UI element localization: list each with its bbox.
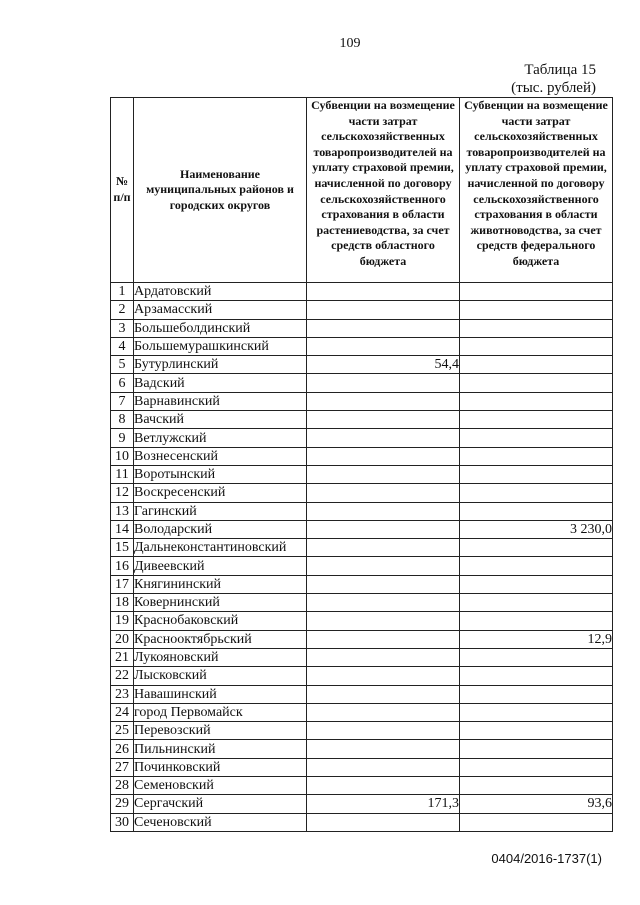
table-row [111,758,613,776]
table-row [111,667,613,685]
district-name: Вадский [134,374,307,392]
table-row [111,429,613,447]
table-title: Таблица 15 [524,62,596,78]
table-row [111,722,613,740]
table-row [111,319,613,337]
value-regional [307,411,460,429]
value-federal [460,594,613,612]
district-name: Большеболдинский [134,319,307,337]
row-number: 21 [111,648,134,666]
district-name: Гагинский [134,502,307,520]
value-regional [307,539,460,557]
value-regional: 171,3 [307,795,460,813]
row-number: 27 [111,758,134,776]
row-number: 6 [111,374,134,392]
table-row [111,648,613,666]
table-row [111,703,613,721]
document-code: 0404/2016-1737(1) [491,851,602,866]
value-federal [460,301,613,319]
district-name: Воскресенский [134,484,307,502]
table-row [111,465,613,483]
value-regional [307,319,460,337]
value-regional [307,703,460,721]
district-name: город Первомайск [134,703,307,721]
table-row [111,502,613,520]
row-number: 10 [111,447,134,465]
value-federal: 12,9 [460,630,613,648]
row-number: 13 [111,502,134,520]
row-number: 8 [111,411,134,429]
value-federal [460,648,613,666]
subsidies-table [110,97,613,832]
row-number: 3 [111,319,134,337]
value-federal [460,539,613,557]
value-regional [307,301,460,319]
header-num: № п/п [111,98,134,283]
table-row [111,337,613,355]
district-name: Сергачский [134,795,307,813]
table-row [111,484,613,502]
value-regional [307,392,460,410]
row-number: 14 [111,520,134,538]
table-row [111,612,613,630]
table-row [111,392,613,410]
row-number: 17 [111,575,134,593]
value-federal [460,813,613,831]
value-federal [460,429,613,447]
value-regional [307,685,460,703]
value-regional [307,447,460,465]
value-federal [460,612,613,630]
district-name: Володарский [134,520,307,538]
district-name: Бутурлинский [134,356,307,374]
value-regional [307,429,460,447]
value-federal: 93,6 [460,795,613,813]
table-row [111,740,613,758]
value-federal [460,411,613,429]
value-regional [307,520,460,538]
value-regional [307,594,460,612]
table-row [111,447,613,465]
district-name: Перевозский [134,722,307,740]
value-regional: 54,4 [307,356,460,374]
table-row [111,575,613,593]
header-col1: Субвенции на возмещение части затрат сельскохозяйственных товаропроизводителей на уплату страховой премии, начисленной по договору сельскохозяйственного страхования в области растениеводства, за счет средств областного бюджета [307,98,460,283]
value-federal [460,319,613,337]
row-number: 23 [111,685,134,703]
value-federal [460,722,613,740]
header-col2: Субвенции на возмещение части затрат сельскохозяйственных товаропроизводителей на уплату страховой премии, начисленной по договору сельскохозяйственного страхования в области животноводства, за счет средств федерального бюджета [460,98,613,283]
row-number: 4 [111,337,134,355]
row-number: 30 [111,813,134,831]
district-name: Починковский [134,758,307,776]
table-row [111,594,613,612]
table-row [111,520,613,538]
value-regional [307,777,460,795]
district-name: Краснооктябрьский [134,630,307,648]
header-row [111,98,613,283]
value-federal: 3 230,0 [460,520,613,538]
table-body [111,283,613,832]
value-regional [307,740,460,758]
district-name: Большемурашкинский [134,337,307,355]
row-number: 7 [111,392,134,410]
table-row [111,356,613,374]
value-federal [460,740,613,758]
value-federal [460,667,613,685]
table-row [111,539,613,557]
value-federal [460,777,613,795]
row-number: 25 [111,722,134,740]
value-federal [460,374,613,392]
district-name: Лысковский [134,667,307,685]
row-number: 29 [111,795,134,813]
row-number: 18 [111,594,134,612]
value-federal [460,557,613,575]
value-federal [460,575,613,593]
row-number: 9 [111,429,134,447]
row-number: 26 [111,740,134,758]
row-number: 12 [111,484,134,502]
value-federal [460,283,613,301]
district-name: Краснобаковский [134,612,307,630]
row-number: 5 [111,356,134,374]
value-federal [460,685,613,703]
value-regional [307,667,460,685]
table-row [111,685,613,703]
value-federal [460,465,613,483]
value-federal [460,392,613,410]
table-row [111,630,613,648]
district-name: Семеновский [134,777,307,795]
table-row [111,813,613,831]
value-regional [307,502,460,520]
row-number: 22 [111,667,134,685]
district-name: Арзамасский [134,301,307,319]
table-row [111,557,613,575]
value-regional [307,612,460,630]
row-number: 16 [111,557,134,575]
district-name: Вачский [134,411,307,429]
district-name: Ардатовский [134,283,307,301]
row-number: 19 [111,612,134,630]
value-regional [307,722,460,740]
row-number: 11 [111,465,134,483]
value-regional [307,337,460,355]
value-regional [307,630,460,648]
row-number: 15 [111,539,134,557]
district-name: Лукояновский [134,648,307,666]
district-name: Варнавинский [134,392,307,410]
district-name: Ветлужский [134,429,307,447]
value-regional [307,465,460,483]
value-regional [307,758,460,776]
value-regional [307,648,460,666]
table-row [111,374,613,392]
value-regional [307,575,460,593]
district-name: Пильнинский [134,740,307,758]
table-units: (тыс. рублей) [511,80,596,96]
row-number: 28 [111,777,134,795]
district-name: Сеченовский [134,813,307,831]
district-name: Дивеевский [134,557,307,575]
district-name: Ковернинский [134,594,307,612]
page-number: 109 [339,36,361,51]
row-number: 1 [111,283,134,301]
value-regional [307,557,460,575]
row-number: 2 [111,301,134,319]
value-federal [460,758,613,776]
value-federal [460,703,613,721]
table-row [111,411,613,429]
district-name: Вознесенский [134,447,307,465]
value-federal [460,502,613,520]
value-regional [307,484,460,502]
district-name: Княгининский [134,575,307,593]
district-name: Воротынский [134,465,307,483]
district-name: Дальнеконстантиновский [134,539,307,557]
header-name: Наименование муниципальных районов и городских округов [134,98,307,283]
district-name: Навашинский [134,685,307,703]
value-federal [460,447,613,465]
table-row [111,795,613,813]
row-number: 20 [111,630,134,648]
row-number: 24 [111,703,134,721]
value-federal [460,484,613,502]
table-row [111,301,613,319]
value-federal [460,337,613,355]
value-federal [460,356,613,374]
value-regional [307,813,460,831]
value-regional [307,374,460,392]
table-row [111,283,613,301]
table-row [111,777,613,795]
value-regional [307,283,460,301]
